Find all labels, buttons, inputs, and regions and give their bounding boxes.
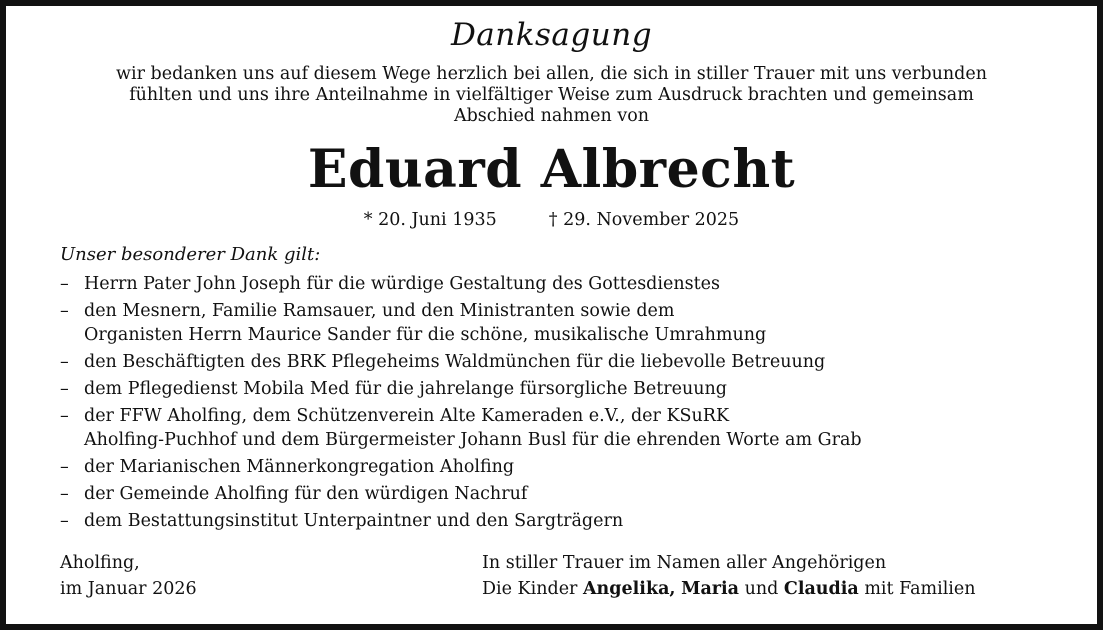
thanks-item-line: Aholfing-Puchhof und dem Bürgermeister Johann Busl für die ehrenden Worte am Grab bbox=[84, 430, 862, 450]
bullet-dash: – bbox=[60, 484, 69, 504]
place: Aholfing, bbox=[60, 553, 140, 573]
thanks-item bbox=[60, 455, 1070, 479]
intro-line: wir bedanken uns auf diesem Wege herzlich bei allen, die sich in stiller Trauer mit uns verbunden bbox=[116, 64, 987, 84]
signature-block bbox=[482, 550, 976, 602]
thanks-item-line: dem Bestattungsinstitut Unterpaintner und den Sargträgern bbox=[84, 511, 624, 531]
child-name: Angelika, bbox=[582, 579, 676, 599]
intro-line: Abschied nahmen von bbox=[453, 106, 650, 126]
deceased-name: Eduard Albrecht bbox=[307, 139, 796, 200]
thanks-item-line: dem Pflegedienst Mobila Med für die jahrelange fürsorgliche Betreuung bbox=[84, 379, 728, 399]
bullet-dash: – bbox=[60, 352, 69, 372]
place-date bbox=[60, 550, 197, 602]
birth-date: * 20. Juni 1935 bbox=[363, 210, 497, 230]
thanks-heading: Unser besonderer Dank gilt: bbox=[60, 244, 321, 265]
thanks-list bbox=[60, 272, 1070, 536]
thanks-item-line: Herrn Pater John Joseph für die würdige Gestaltung des Gottesdienstes bbox=[84, 274, 720, 294]
date: im Januar 2026 bbox=[60, 579, 197, 599]
thanks-item-line: der Gemeinde Aholfing für den würdigen Nachruf bbox=[84, 484, 528, 504]
thanks-item-line: Organisten Herrn Maurice Sander für die schöne, musikalische Umrahmung bbox=[84, 325, 767, 345]
thanks-item-line: der FFW Aholfing, dem Schützenverein Alte Kameraden e.V., der KSuRK bbox=[84, 406, 730, 426]
bullet-dash: – bbox=[60, 274, 69, 294]
thanks-item-line: den Beschäftigten des BRK Pflegeheims Waldmünchen für die liebevolle Betreuung bbox=[84, 352, 826, 372]
thanks-item bbox=[60, 350, 1070, 374]
thanks-item-line: der Marianischen Männerkongregation Aholfing bbox=[84, 457, 515, 477]
notice-heading: Danksagung bbox=[450, 17, 653, 53]
intro-text bbox=[45, 64, 1058, 127]
thanks-item bbox=[60, 404, 1070, 452]
bullet-dash: – bbox=[60, 379, 69, 399]
signature-line: In stiller Trauer im Namen aller Angehörigen bbox=[482, 553, 887, 573]
bullet-dash: – bbox=[60, 406, 69, 426]
bullet-dash: – bbox=[60, 511, 69, 531]
life-dates bbox=[0, 207, 1103, 233]
intro-line: fühlten und uns ihre Anteilnahme in vielfältiger Weise zum Ausdruck brachten und gemeinsam bbox=[129, 85, 974, 105]
thanks-item bbox=[60, 482, 1070, 506]
thanks-item bbox=[60, 377, 1070, 401]
signature-prefix: Die Kinder bbox=[482, 579, 583, 599]
child-name: Maria bbox=[681, 579, 740, 599]
thanks-item bbox=[60, 299, 1070, 347]
signature-names bbox=[482, 576, 976, 602]
child-name: Claudia bbox=[783, 579, 859, 599]
thanks-item bbox=[60, 272, 1070, 296]
thanks-item bbox=[60, 509, 1070, 533]
thanks-item-line: den Mesnern, Familie Ramsauer, und den Ministranten sowie dem bbox=[84, 301, 675, 321]
bullet-dash: – bbox=[60, 457, 69, 477]
signature-suffix: mit Familien bbox=[858, 579, 976, 599]
bullet-dash: – bbox=[60, 301, 69, 321]
death-date: † 29. November 2025 bbox=[548, 210, 740, 230]
signature-conjunction: und bbox=[739, 579, 784, 599]
